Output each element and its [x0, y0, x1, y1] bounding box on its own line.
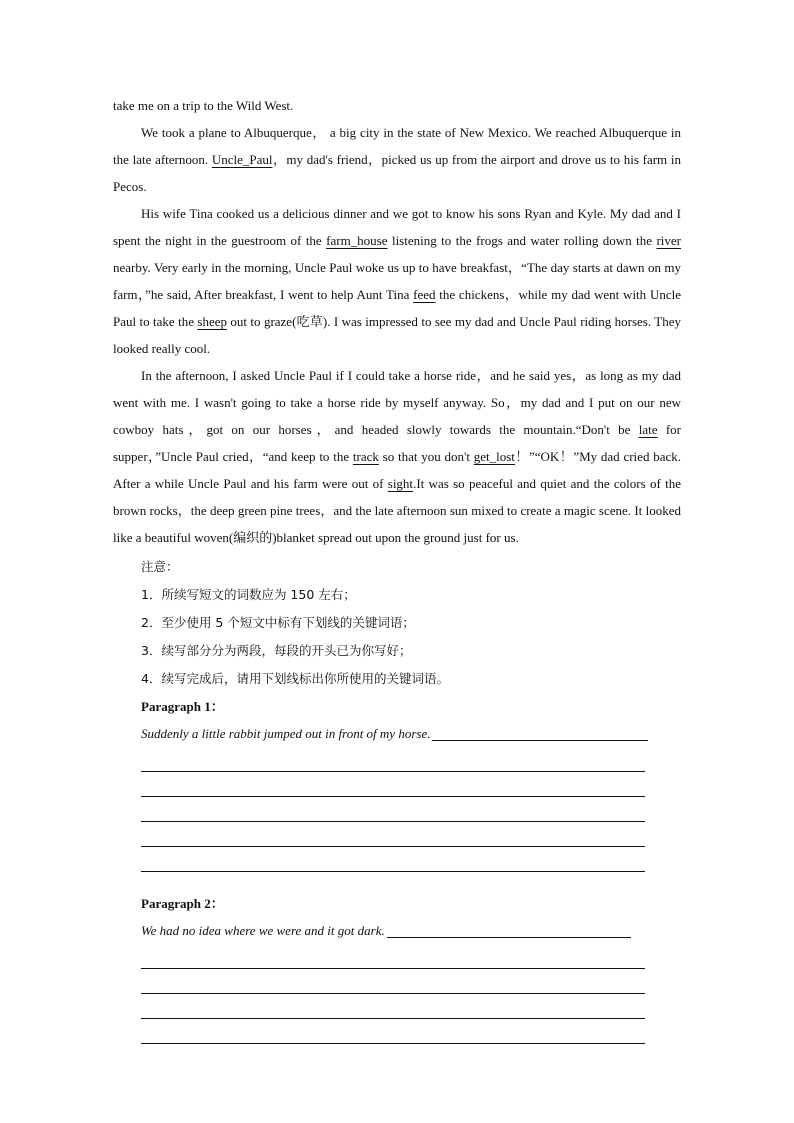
paragraph-1-answer-blank[interactable]: [432, 740, 648, 741]
note-item-2: 2．至少使用 5 个短文中标有下划线的关键词语；: [141, 615, 415, 630]
keyword-late: late: [638, 422, 658, 437]
paragraph-2-starter-text: We had no idea where we were and it got dark.: [141, 923, 385, 938]
paragraph-2-answer-line[interactable]: [141, 969, 645, 994]
paragraph-1-answer-line[interactable]: [141, 847, 645, 872]
note-item-4: 4．续写完成后，请用下划线标出你所使用的关键词语。: [141, 671, 449, 686]
paragraph-2-block: [113, 890, 681, 1044]
paragraph-2-answer-line[interactable]: [141, 1019, 645, 1044]
paragraph-2-answer-blank[interactable]: [387, 937, 631, 938]
paragraph-1-answer-line[interactable]: [141, 772, 645, 797]
keyword-river: river: [656, 233, 681, 248]
story-paragraph-4: In the afternoon, I asked Uncle Paul if I could take a horse ride，and he said yes，as long as my dad went with me. I wasn't going to take a horse ride by myself anyway. So，my dad and I put on our new cowboy hats，got on our horses，and headed slowly towards the mountain.“Don't be late for supper，”Uncle Paul cried，“and keep to the track so that you don't get_lost！”“OK！”My dad cried back. After a while Uncle Paul and his farm were out of sight.It was so peaceful and quiet and the colors of the brown rocks，the deep green pine trees，and the late afternoon sun mixed to create a magic scene. It looked like a beautiful woven(编织的)blanket spread out upon the ground just for us.: [113, 368, 682, 545]
worksheet-page: [113, 92, 681, 1044]
keyword-get-lost: get_lost: [473, 449, 515, 464]
paragraph-1-starter-text: Suddenly a little rabbit jumped out in front of my horse.: [141, 726, 431, 741]
paragraph-2-answer-line[interactable]: [141, 994, 645, 1019]
paragraph-1-answer-line[interactable]: [141, 822, 645, 847]
note-item-3: 3．续写部分分为两段，每段的开头已为你写好；: [141, 643, 412, 658]
keyword-sight: sight: [387, 476, 414, 491]
paragraph-1-answer-line[interactable]: [141, 747, 645, 772]
paragraph-2-heading: Paragraph 2：: [141, 896, 224, 911]
paragraph-1-starter: [113, 720, 681, 747]
keyword-uncle-paul: Uncle_Paul: [211, 152, 273, 167]
paragraph-2-starter: [113, 917, 681, 944]
notes-title: 注意：: [141, 559, 179, 574]
paragraph-1-answer-line[interactable]: [141, 797, 645, 822]
story-paragraph-2: We took a plane to Albuquerque， a big city in the state of New Mexico. We reached Albuquerque in the late afternoon. Uncle_Paul，my dad's friend，picked us up from the airport and drove us to his farm in Pecos.: [113, 125, 681, 194]
paragraph-2-answer-line[interactable]: [141, 944, 645, 969]
note-item-1: 1．所续写短文的词数应为 150 左右；: [141, 587, 356, 602]
paragraph-1-block: [113, 693, 681, 872]
keyword-track: track: [352, 449, 379, 464]
notes-section: [113, 553, 681, 693]
keyword-sheep: sheep: [197, 314, 227, 329]
keyword-feed: feed: [413, 287, 436, 302]
keyword-farm-house: farm_house: [326, 233, 388, 248]
story-paragraph-1: take me on a trip to the Wild West.: [113, 98, 294, 113]
paragraph-1-heading: Paragraph 1：: [141, 699, 224, 714]
story-paragraph-3: His wife Tina cooked us a delicious dinner and we got to know his sons Ryan and Kyle. My dad and I spent the night in the guestroom of the farm_house listening to the frogs and water rolling down the river nearby. Very early in the morning, Uncle Paul woke us up to have breakfast，“The day starts at dawn on my farm，”he said, After breakfast, I went to help Aunt Tina feed the chickens，while my dad went with Uncle Paul to take the sheep out to graze(吃草). I was impressed to see my dad and Uncle Paul riding horses. They looked really cool.: [113, 206, 681, 356]
